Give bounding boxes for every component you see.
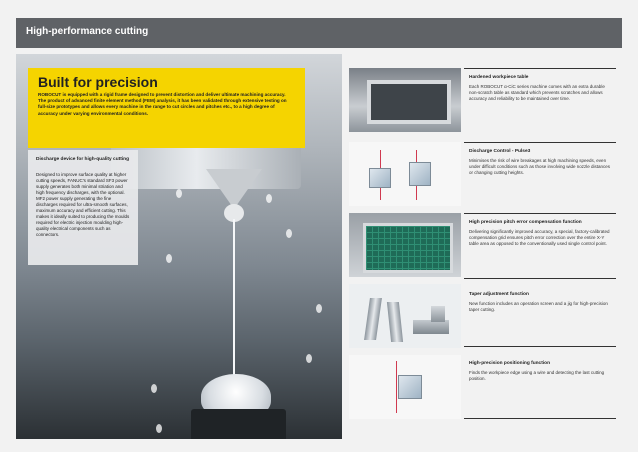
- water-drop: [286, 229, 292, 238]
- water-drop: [266, 194, 272, 203]
- water-drop: [316, 304, 322, 313]
- workpiece-block: [409, 162, 431, 186]
- feature-pitch-compensation: [464, 213, 616, 278]
- feature-text: Finds the workpiece edge using a wire and detecting the last cutting position.: [469, 370, 605, 381]
- water-drop: [306, 354, 312, 363]
- wire-line: [396, 361, 397, 413]
- page-title: Built for precision: [38, 74, 158, 90]
- water-drop: [166, 254, 172, 263]
- section-header: [16, 18, 622, 48]
- section-divider: [464, 346, 616, 347]
- workpiece-block: [369, 168, 391, 188]
- taper-thumbnail: [349, 284, 461, 348]
- taper-pin: [364, 298, 382, 340]
- feature-title: High precision pitch error compensation function: [469, 220, 582, 225]
- compensation-grid: [363, 223, 453, 273]
- pulse-thumbnail: [349, 142, 461, 206]
- grid-thumbnail: [349, 213, 461, 277]
- workpiece-block: [398, 375, 422, 399]
- workpiece-base: [191, 409, 286, 439]
- table-frame: [367, 80, 451, 124]
- water-drop: [156, 424, 162, 433]
- feature-text: Each ROBOCUT α-CiC series machine comes with an extra durable non-scratch table as standard which prevents scratches and allows accuracy and reliability to be maintained over time.: [469, 84, 605, 101]
- water-drop: [176, 189, 182, 198]
- taper-jig-head: [431, 306, 445, 322]
- taper-jig: [413, 320, 449, 334]
- positioning-thumbnail: [349, 355, 461, 419]
- intro-text: ROBOCUT is equipped with a rigid frame designed to prevent distortion and deliver ultimate machining accuracy. The product of advanced finite element method (FEM) analysis, it has been validated through extensive testing on full-size prototypes and allows every machine in the range to cut circles and pitches etc., to a high degree of accuracy under varying environmental conditions.: [38, 92, 287, 116]
- feature-taper-adjustment: [464, 286, 616, 344]
- discharge-title: Discharge device for high-quality cutting: [36, 157, 130, 162]
- cutting-wire: [233, 219, 235, 389]
- feature-title: Taper adjustment function: [469, 292, 529, 297]
- taper-pin: [387, 302, 403, 342]
- feature-title: High-precision positioning function: [469, 361, 551, 366]
- feature-text: New function includes an operation screen and a jig for high-precision taper cutting.: [469, 301, 608, 312]
- feature-text: Minimises the risk of wire breakages at high machining speeds, even under difficult conditions such as those involving wide nozzle distances or changing cutting heights.: [469, 158, 610, 175]
- feature-hardened-table: [464, 68, 616, 133]
- table-thumbnail: [349, 68, 461, 132]
- section-divider: [464, 278, 616, 279]
- feature-pulse3: [464, 142, 616, 207]
- intro-panel: [28, 68, 305, 148]
- feature-positioning: [464, 355, 616, 415]
- feature-title: Hardened workpiece table: [469, 75, 529, 80]
- feature-title: Discharge Control - Pulse3: [469, 149, 531, 154]
- discharge-text: Designed to improve surface quality at higher cutting speeds, FANUC's standard SF3 power supply generates both minimal striation and high frequency discharges, with the optional. MF2 power supply generating the fine discharges required for ultra-smooth surfaces, maximum accuracy and efficient cutting. This makes it ideally suited to producing the moulds required for electric injection moulding high-quality electrical components such as connectors.: [36, 172, 130, 237]
- section-title: High-performance cutting: [26, 26, 149, 37]
- feature-text: Delivering significantly improved accuracy, a special, factory-calibrated compensation grid ensures pitch error correction over the entire X-Y table area as opposed to the conventionally used single control point.: [469, 229, 610, 246]
- water-drop: [151, 384, 157, 393]
- machine-nozzle: [206, 169, 262, 209]
- section-divider: [464, 418, 616, 419]
- discharge-panel: [28, 150, 138, 265]
